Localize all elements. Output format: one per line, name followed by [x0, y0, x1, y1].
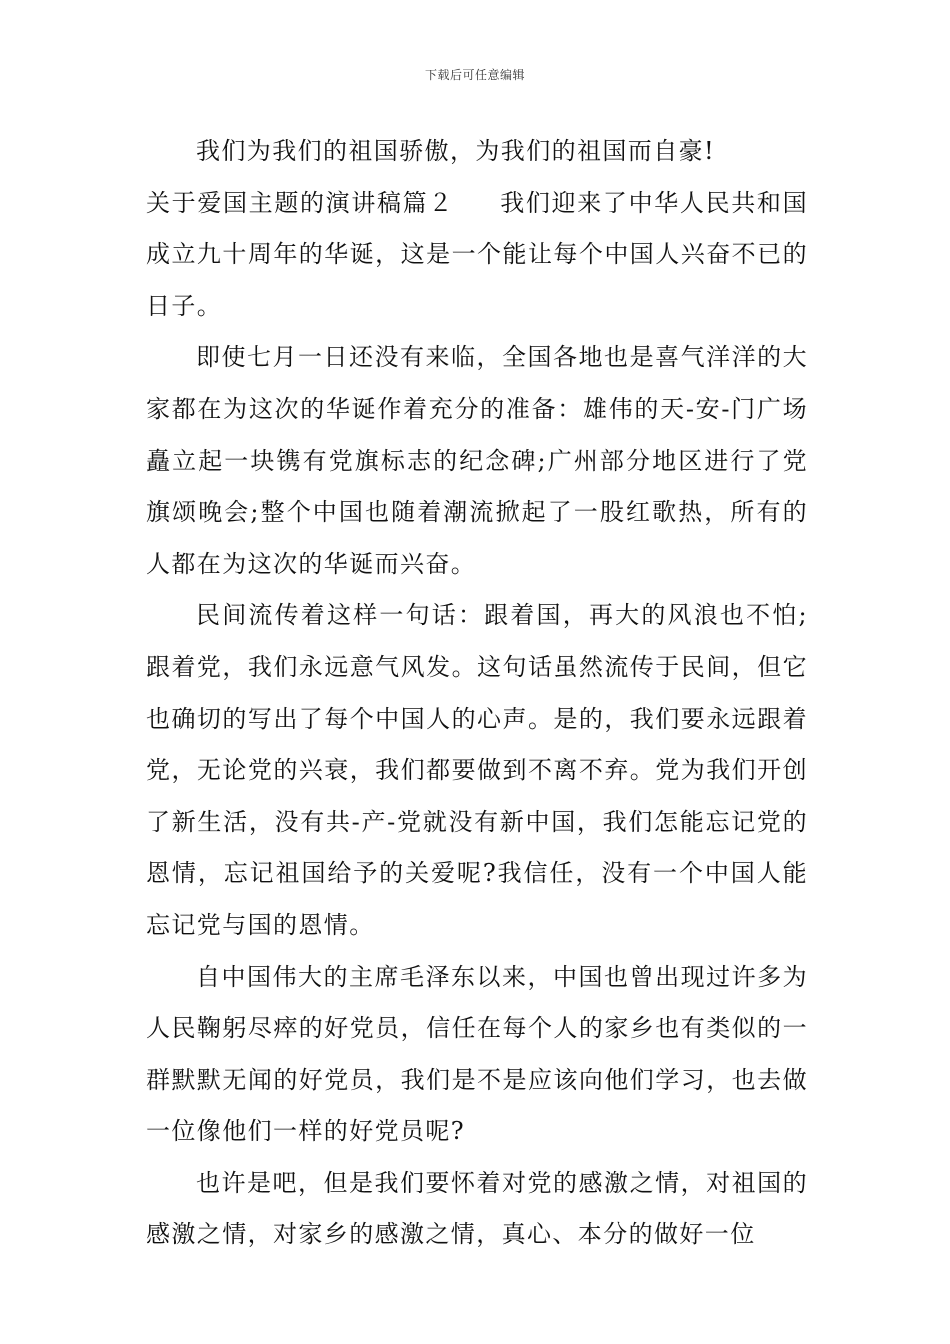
document-body: [146, 126, 808, 1261]
speech-heading: 关于爱国主题的演讲稿篇２: [146, 188, 454, 217]
paragraph-preparation: 即使七月一日还没有来临，全国各地也是喜气洋洋的大家都在为这次的华诞作着充分的准备：雄伟的天-安-门广场矗立起一块镌有党旗标志的纪念碑;广州部分地区进行了党旗颂晚会;整个中国也随着潮流掀起了一股红歌热，所有的人都在为这次的华诞而兴奋。: [146, 343, 808, 578]
header-note: 下载后可任意编辑: [424, 68, 525, 82]
paragraph-folk-saying: 民间流传着这样一句话：跟着国，再大的风浪也不怕;跟着党，我们永远意气风发。这句话虽然流传于民间，但它也确切的写出了每个中国人的心声。是的，我们要永远跟着党，无论党的兴衰，我们都要做到不离不弃。党为我们开创了新生活，没有共-产-党就没有新中国，我们怎能忘记党的恩情，忘记祖国给予的关爱呢?我信任，没有一个中国人能忘记党与国的恩情。: [146, 601, 808, 939]
speech-heading-paragraph: [146, 178, 808, 333]
paragraph-gratitude: 也许是吧，但是我们要怀着对党的感激之情，对祖国的感激之情，对家乡的感激之情，真心、本分的做好一位: [146, 1168, 808, 1249]
paragraph-good-party-members: 自中国伟大的主席毛泽东以来，中国也曾出现过许多为人民鞠躬尽瘁的好党员，信任在每个人的家乡也有类似的一群默默无闻的好党员，我们是不是应该向他们学习，也去做一位像他们一样的好党员呢?: [146, 962, 808, 1146]
paragraph-closing-line: 我们为我们的祖国骄傲，为我们的祖国而自豪!: [196, 137, 716, 165]
heading-continuation: 我们迎来了中华人民共和国成立九十周年的华诞，这是一个能让每个中国人兴奋不已的日子。: [146, 188, 808, 320]
